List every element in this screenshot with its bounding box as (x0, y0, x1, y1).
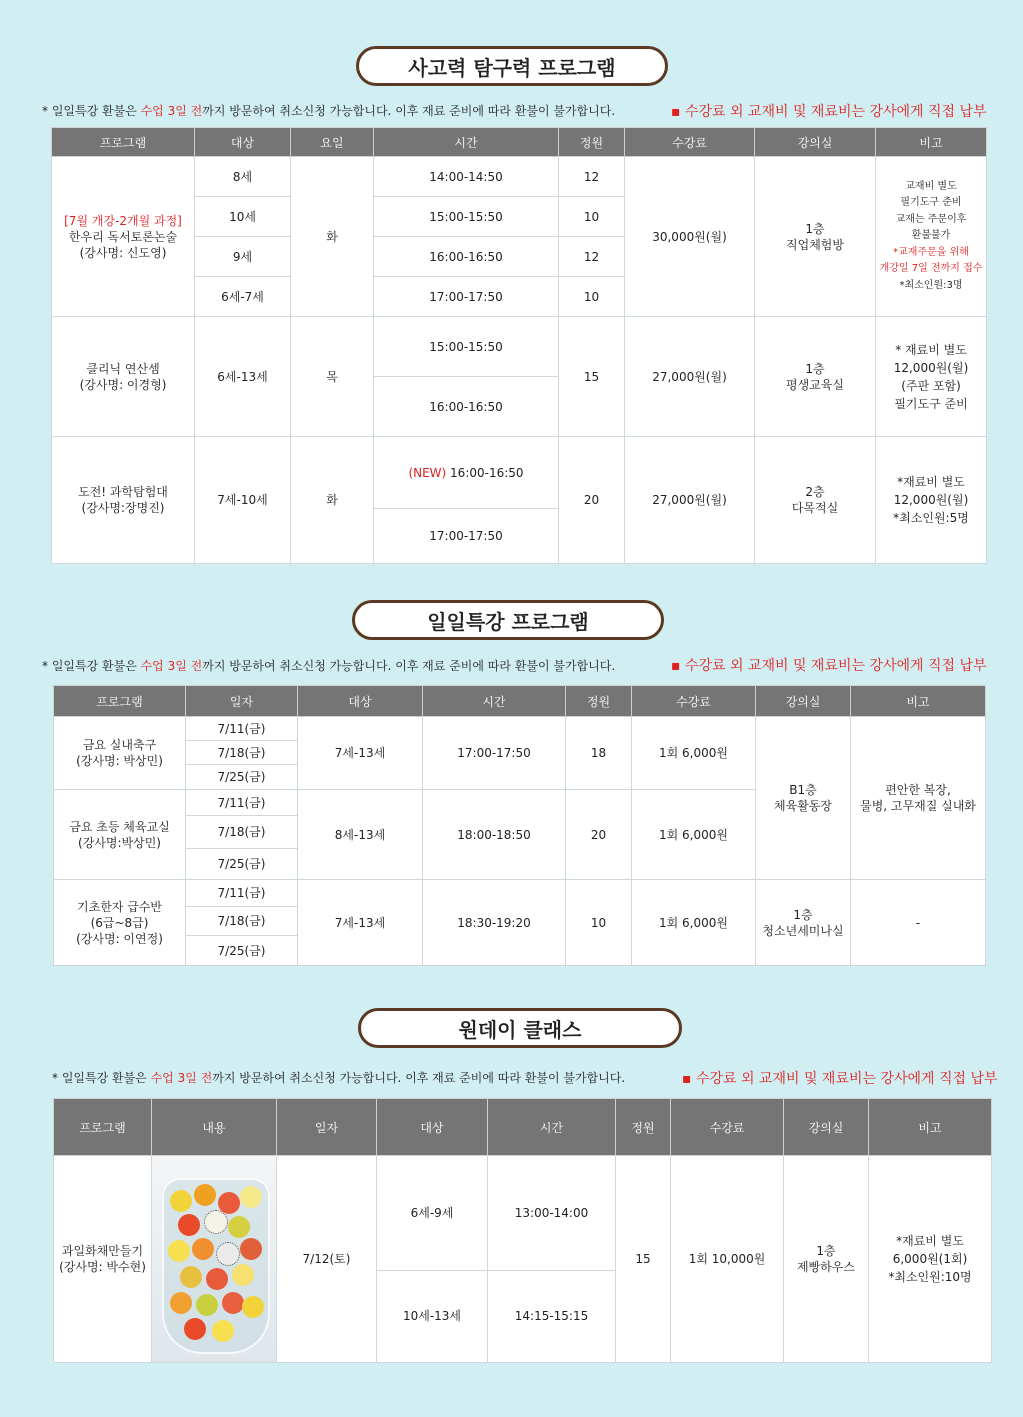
room-cell: 1층 제빵하우스 (784, 1156, 869, 1363)
fruit-punch-photo (152, 1156, 276, 1362)
remark-min: *최소인원:3명 (899, 279, 963, 291)
col-header: 정원 (616, 1099, 671, 1156)
capacity-cell: 10 (566, 880, 632, 966)
table-row (52, 157, 987, 197)
capacity-cell: 15 (616, 1156, 671, 1363)
time-text: 16:00-16:50 (446, 465, 524, 480)
room-cell: B1층 체육활동장 (756, 717, 851, 880)
fee-cell: 30,000원(월) (625, 157, 755, 317)
daily-program-table (53, 685, 986, 966)
remark-warning: *교재주문을 위해 개강일 7일 전까지 접수 (879, 246, 983, 275)
refund-note-post: 까지 방문하여 취소신청 가능합니다. 이후 재료 준비에 따라 환불이 불가합니다. (202, 104, 616, 118)
time-cell: 14:00-14:50 (374, 157, 559, 197)
refund-note-pre: * 일일특강 환불은 (42, 104, 141, 118)
payment-note: ▪ 수강료 외 교재비 및 재료비는 강사에게 직접 납부 (682, 1071, 998, 1087)
time-cell: 15:00-15:50 (374, 317, 559, 377)
time-cell: 18:30-19:20 (423, 880, 566, 966)
capacity-cell: 15 (559, 317, 625, 437)
program-name: 과일화채만들기 (강사명: 박수현) (54, 1156, 152, 1363)
table-header-row (52, 128, 987, 157)
section-title-daily: 일일특강 프로그램 (352, 600, 664, 640)
table-header-row (54, 686, 986, 717)
room-cell: 2층 다목적실 (755, 437, 876, 564)
refund-note-highlight: 수업 3일 전 (140, 659, 203, 673)
time-cell: 16:00-16:50 (374, 237, 559, 277)
refund-note-pre: * 일일특강 환불은 (42, 659, 141, 673)
remark-cell (876, 157, 987, 317)
day-cell: 목 (291, 317, 374, 437)
table-header-row (54, 1099, 992, 1156)
date-cell: 7/12(토) (277, 1156, 377, 1363)
refund-note (52, 1069, 625, 1086)
section-title-oneday: 원데이 클래스 (358, 1008, 682, 1048)
thinking-program-table (51, 127, 987, 564)
remark-cell: *재료비 별도 6,000원(1회) *최소인원:10명 (869, 1156, 992, 1363)
time-cell: 18:00-18:50 (423, 790, 566, 880)
fee-cell: 1회 6,000원 (632, 880, 756, 966)
remark-cell: *재료비 별도 12,000원(월) *최소인원:5명 (876, 437, 987, 564)
time-cell: 16:00-16:50 (374, 377, 559, 437)
table-row (54, 880, 986, 907)
section-title-thinking: 사고력 탐구력 프로그램 (356, 46, 668, 86)
col-header: 대상 (377, 1099, 488, 1156)
col-header: 비고 (869, 1099, 992, 1156)
capacity-cell: 10 (559, 197, 625, 237)
date-cell: 7/25(금) (186, 936, 298, 966)
room-cell: 1층 직업체험방 (755, 157, 876, 317)
program-name: 클리닉 연산셈 (강사명: 이경형) (52, 317, 195, 437)
col-header: 프로그램 (54, 686, 186, 717)
fee-cell: 27,000원(월) (625, 437, 755, 564)
room-cell: 1층 청소년세미나실 (756, 880, 851, 966)
refund-note-highlight: 수업 3일 전 (150, 1071, 213, 1085)
col-header: 프로그램 (52, 128, 195, 157)
target-cell: 8세-13세 (298, 790, 423, 880)
fee-cell: 1회 6,000원 (632, 790, 756, 880)
refund-note-pre: * 일일특강 환불은 (52, 1071, 151, 1085)
target-cell: 6세-9세 (377, 1156, 488, 1271)
program-name: 기초한자 급수반 (6급~8급) (강사명: 이연정) (54, 880, 186, 966)
table-row (54, 1156, 992, 1271)
time-cell: 17:00-17:50 (374, 509, 559, 564)
date-cell: 7/18(금) (186, 907, 298, 936)
time-cell: 17:00-17:50 (374, 277, 559, 317)
col-header: 시간 (423, 686, 566, 717)
date-cell: 7/11(금) (186, 717, 298, 741)
col-header: 강의실 (756, 686, 851, 717)
col-header: 대상 (298, 686, 423, 717)
col-header: 요일 (291, 128, 374, 157)
capacity-cell: 10 (559, 277, 625, 317)
table-row (52, 437, 987, 509)
refund-note-post: 까지 방문하여 취소신청 가능합니다. 이후 재료 준비에 따라 환불이 불가합니다. (212, 1071, 626, 1085)
program-cell (52, 157, 195, 317)
date-cell: 7/25(금) (186, 849, 298, 880)
capacity-cell: 20 (559, 437, 625, 564)
col-header: 비고 (876, 128, 987, 157)
fee-cell: 27,000원(월) (625, 317, 755, 437)
col-header: 수강료 (632, 686, 756, 717)
oneday-class-table (53, 1098, 992, 1363)
time-cell: 14:15-15:15 (488, 1270, 616, 1362)
program-name: 한우리 독서토론논술 (강사명: 신도영) (68, 229, 178, 260)
target-cell: 10세-13세 (377, 1270, 488, 1362)
target-cell: 6세-13세 (195, 317, 291, 437)
col-header: 프로그램 (54, 1099, 152, 1156)
refund-note-highlight: 수업 3일 전 (140, 104, 203, 118)
date-cell: 7/11(금) (186, 790, 298, 816)
col-header: 시간 (374, 128, 559, 157)
col-header: 시간 (488, 1099, 616, 1156)
target-cell: 8세 (195, 157, 291, 197)
payment-note: ▪ 수강료 외 교재비 및 재료비는 강사에게 직접 납부 (671, 104, 987, 120)
col-header: 강의실 (755, 128, 876, 157)
fee-cell: 1회 10,000원 (671, 1156, 784, 1363)
target-cell: 10세 (195, 197, 291, 237)
col-header: 내용 (152, 1099, 277, 1156)
time-cell: 13:00-14:00 (488, 1156, 616, 1271)
col-header: 수강료 (625, 128, 755, 157)
remark-cell: - (851, 880, 986, 966)
capacity-cell: 12 (559, 237, 625, 277)
time-cell (374, 437, 559, 509)
target-cell: 6세-7세 (195, 277, 291, 317)
time-cell: 15:00-15:50 (374, 197, 559, 237)
fee-cell: 1회 6,000원 (632, 717, 756, 790)
target-cell: 7세-13세 (298, 717, 423, 790)
date-cell: 7/25(금) (186, 765, 298, 790)
fruit-punch-bowl-icon (162, 1178, 270, 1354)
program-name: 도전! 과학탐험대 (강사명:장명진) (52, 437, 195, 564)
day-cell: 화 (291, 157, 374, 317)
table-row (54, 717, 986, 741)
col-header: 정원 (566, 686, 632, 717)
date-cell: 7/11(금) (186, 880, 298, 907)
table-row (52, 317, 987, 377)
photo-cell (152, 1156, 277, 1363)
refund-note (42, 102, 615, 119)
remark-text: 교재비 별도 필기도구 준비 교재는 주문이후 환불불가 (895, 180, 967, 242)
col-header: 강의실 (784, 1099, 869, 1156)
target-cell: 9세 (195, 237, 291, 277)
program-name: 금요 초등 체육교실 (강사명:박상민) (54, 790, 186, 880)
date-cell: 7/18(금) (186, 741, 298, 765)
day-cell: 화 (291, 437, 374, 564)
col-header: 대상 (195, 128, 291, 157)
target-cell: 7세-10세 (195, 437, 291, 564)
remark-cell: 편안한 복장, 물병, 고무재질 실내화 (851, 717, 986, 880)
col-header: 수강료 (671, 1099, 784, 1156)
col-header: 비고 (851, 686, 986, 717)
capacity-cell: 20 (566, 790, 632, 880)
col-header: 일자 (277, 1099, 377, 1156)
payment-note: ▪ 수강료 외 교재비 및 재료비는 강사에게 직접 납부 (671, 658, 987, 674)
date-cell: 7/18(금) (186, 816, 298, 849)
refund-note-post: 까지 방문하여 취소신청 가능합니다. 이후 재료 준비에 따라 환불이 불가합니다. (202, 659, 616, 673)
new-badge: (NEW) (408, 465, 447, 480)
time-cell: 17:00-17:50 (423, 717, 566, 790)
col-header: 일자 (186, 686, 298, 717)
col-header: 정원 (559, 128, 625, 157)
room-cell: 1층 평생교육실 (755, 317, 876, 437)
remark-cell: * 재료비 별도 12,000원(월) (주판 포함) 필기도구 준비 (876, 317, 987, 437)
capacity-cell: 18 (566, 717, 632, 790)
target-cell: 7세-13세 (298, 880, 423, 966)
program-tag: [7월 개강-2개월 과정] (64, 213, 182, 228)
refund-note (42, 657, 615, 674)
program-name: 금요 실내축구 (강사명: 박상민) (54, 717, 186, 790)
capacity-cell: 12 (559, 157, 625, 197)
